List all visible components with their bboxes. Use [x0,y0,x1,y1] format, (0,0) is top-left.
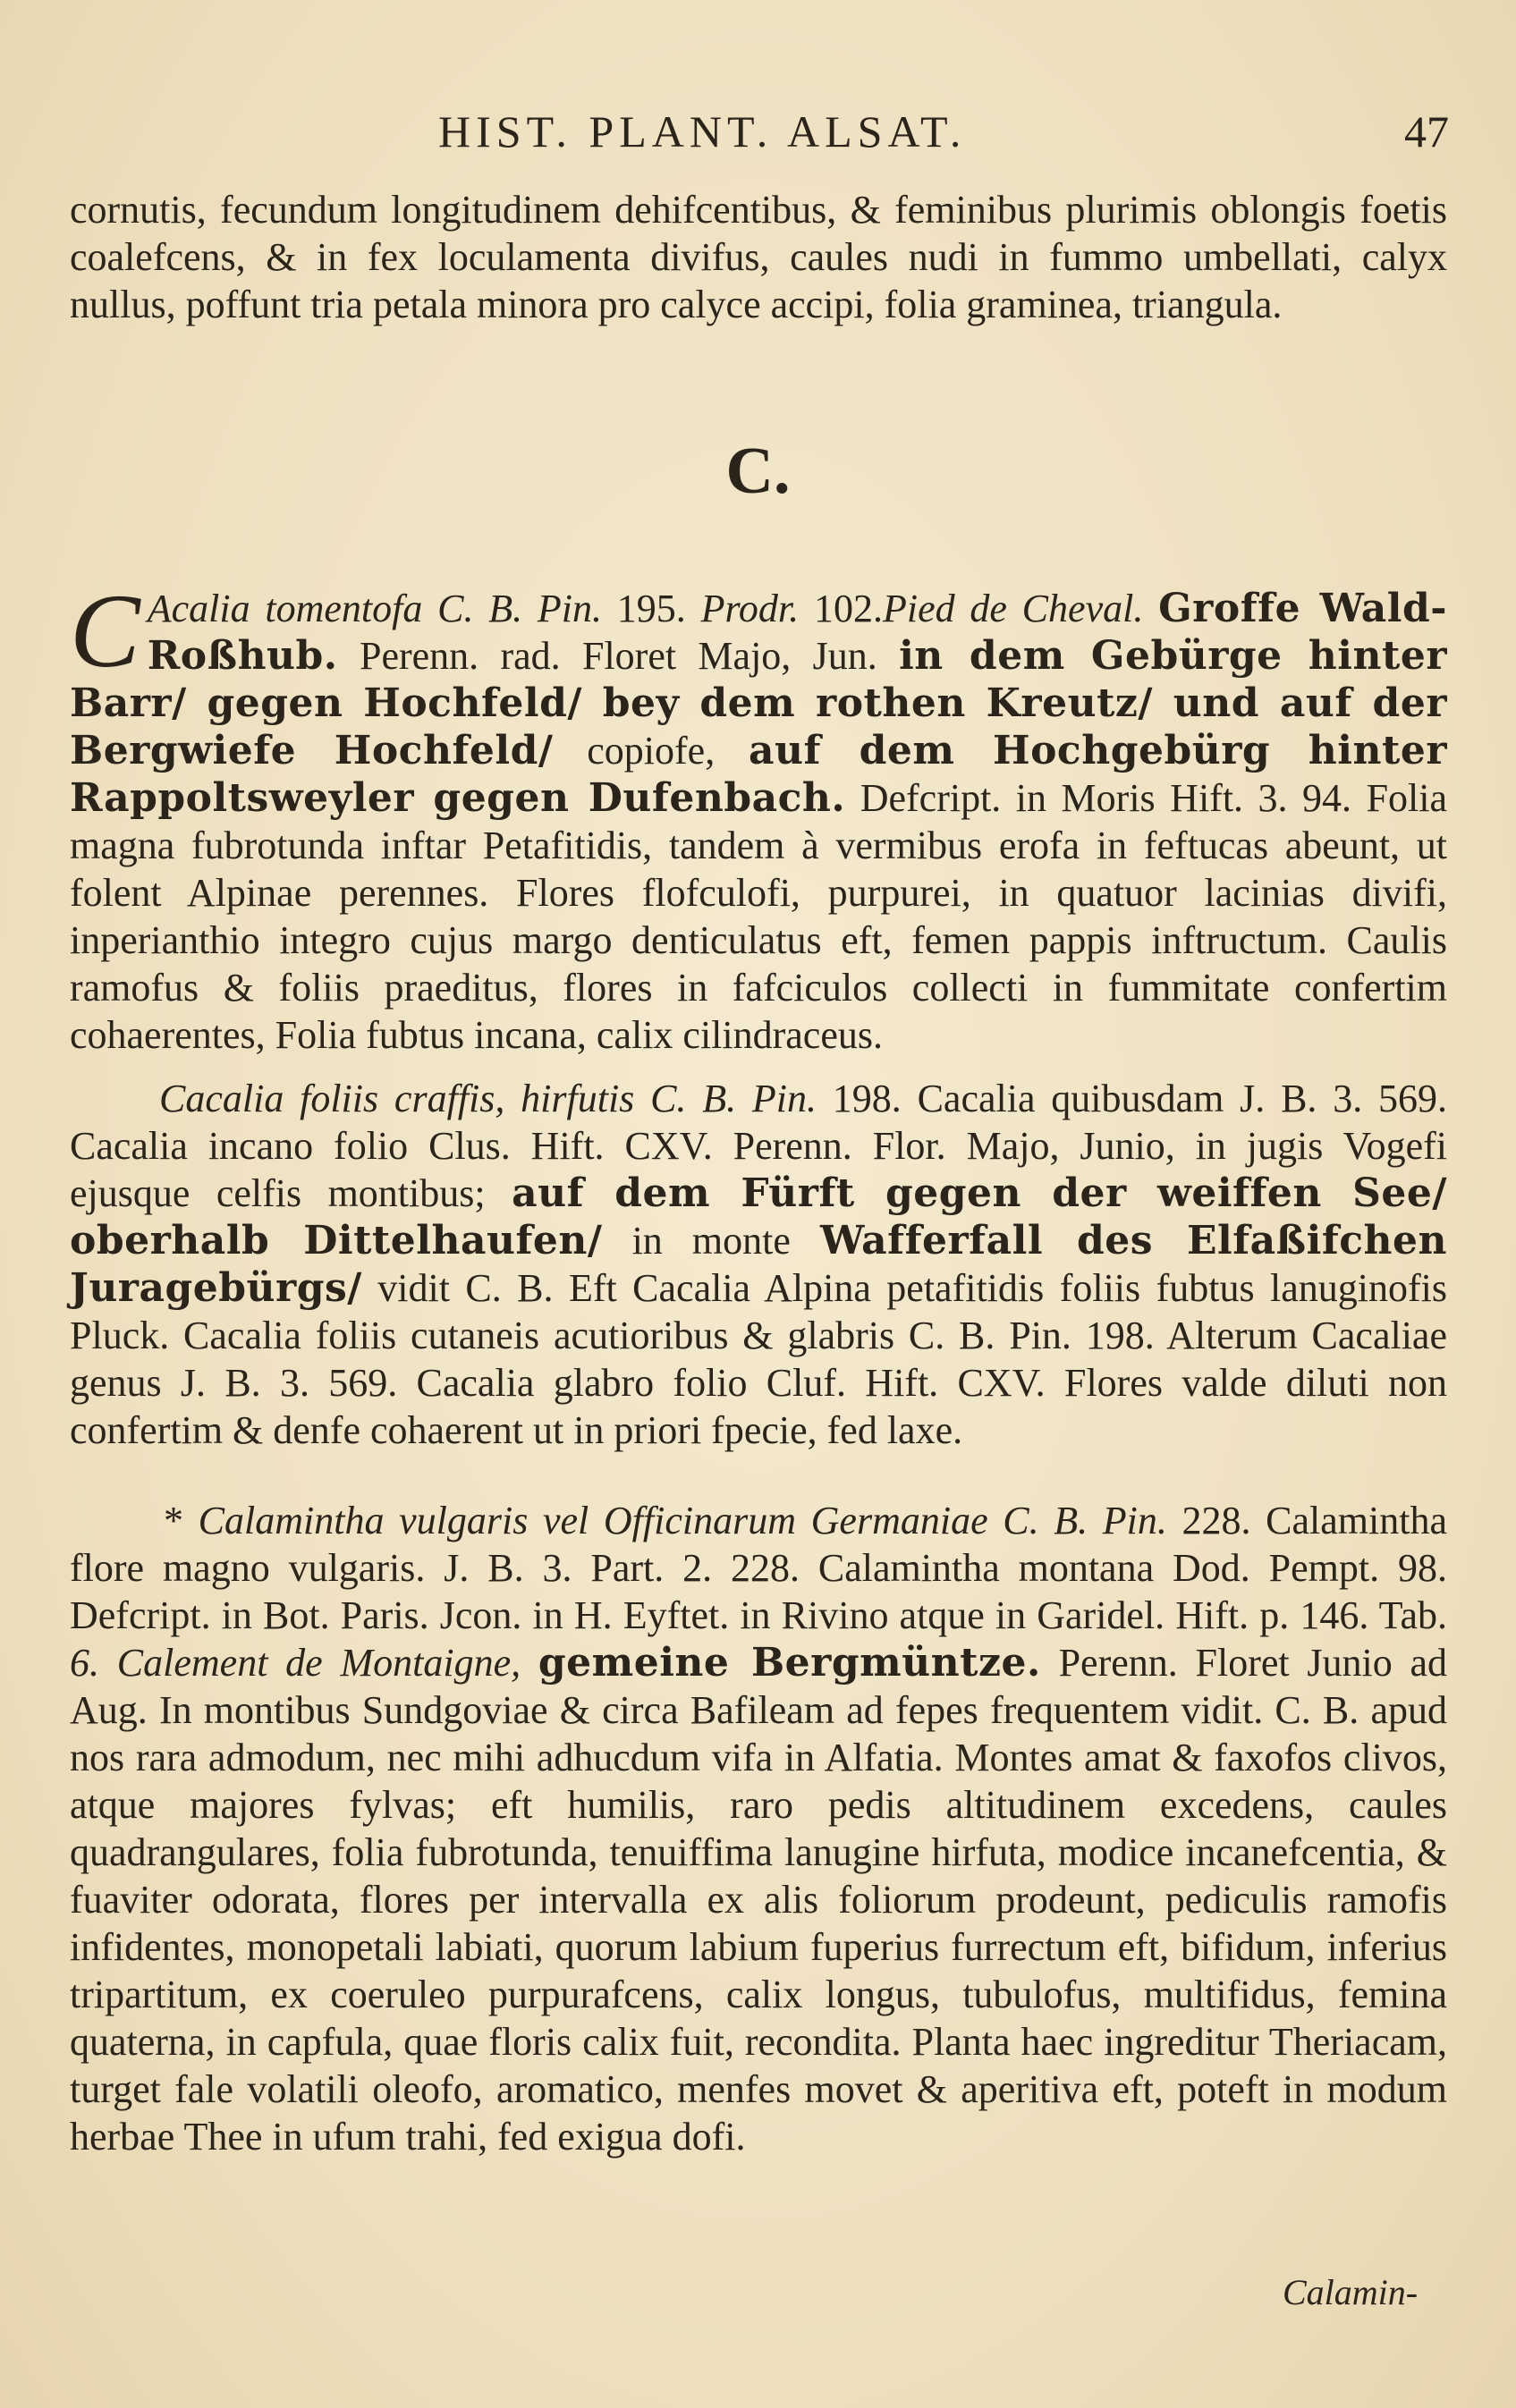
entry-text: in monte [631,1219,791,1263]
tab-number: 6. [70,1641,99,1685]
asterisk-mark: * [164,1499,183,1542]
german-name: gemeine Bergmüntze. [538,1640,1041,1686]
entry-text: vidit C. B. Eft Cacalia Alpina petafitidis foliis fubtus lanuginofis Pluck. Cacalia foliis cutaneis acutioribus & glabris C. B. Pin. 198. Alterum Cacaliae genus J. B. 3. 569. Cacalia glabro folio Cluf. Hift. CXV. Flores valde diluti non confertim & denfe cohaerent ut in priori fpecie, fed laxe. [70,1266,1448,1452]
intro-paragraph [70,186,1447,328]
german-locality: auf dem Hochgebürg hinter Rappoltsweyler gegen Dufenbach. [70,728,1448,821]
reference: 102. [813,587,883,630]
entry-cacalia-tomentosa [70,545,1447,1098]
entry-text: copiofe, [587,729,716,773]
french-name: Pied de Cheval. [882,587,1144,630]
species-name: Calamintha vulgaris vel Officinarum Germaniae C. B. Pin. [198,1499,1167,1542]
entry-cacalia-foliis-crassis [70,1035,1447,1493]
species-name: Cacalia foliis craffis, hirfutis C. B. Pin. [159,1077,817,1120]
species-name: Acalia tomentofa C. B. Pin. [147,587,602,630]
intro-text: cornutis, fecundum longitudinem dehifcentibus, & feminibus plurimis oblongis foetis coalefcens, & in fex loculamenta divifus, caules nudi in fummo umbellati, calyx nullus, poffunt tria petala minora pro calyce accipi, folia graminea, triangula. [70,188,1447,326]
entry-text: Defcript. in Moris Hift. 3. 94. Folia magna fubrotunda inftar Petafitidis, tandem à vermibus erofa in feftucas abeunt, ut folent Alpinae perennes. Flores flofculofi, purpurei, in quatuor lacinias divifi, inperianthio integro cujus margo denticulatus eft, femen pappis inftructum. Caulis ramofus & foliis praeditus, flores in fafciculos collecti in fummitate confertim cohaerentes, Folia fubtus incana, calix cilindraceus. [70,776,1448,1057]
running-head: HIST. PLANT. ALSAT. [438,106,967,156]
german-locality: in dem Gebürge hinter Barr/ gegen Hochfeld/ bey dem rothen Kreutz/ und auf der Bergwiefe Hochfeld/ [70,633,1447,773]
catchword: Calamin- [1283,2272,1419,2312]
drop-cap: C [70,572,140,689]
german-locality: Wafferfall des Elfaßifchen Juragebürgs/ [70,1218,1448,1311]
entry-text: 228. Calamintha flore magno vulgaris. J. B. 3. Part. 2. 228. Calamintha montana Dod. Pempt. 98. Defcript. in Bot. Paris. Jcon. in H. Eyftet. in Rivino atque in Garidel. Hift. p. 146. Tab. [70,1499,1448,1637]
page-number: 47 [1404,106,1449,156]
page-header [0,106,1516,168]
german-name: Groffe Wald-Roßhub. [147,586,1448,679]
entry-text: 198. Cacalia quibusdam J. B. 3. 569. Cacalia incano folio Clus. Hift. CXV. Perenn. Flor. Majo, Junio, in jugis Vogefi ejusque celfis montibus; [70,1077,1447,1215]
entry-calamintha [70,1457,1447,2200]
entry-text: Perenn. Floret Junio ad Aug. In montibus Sundgoviae & circa Bafileam ad fepes frequentem vidit. C. B. apud nos rara admodum, nec mihi adhucdum vifa in Alfatia. Montes amat & faxofos clivos, atque majores fylvas; eft humilis, raro pedis altitudinem excedens, caules quadrangulares, folia fubrotunda, tenuiffima lanugine hirfuta, modice incanefcentia, & fuaviter odorata, flores per intervalla ex alis foliorum prodeunt, pediculis ramofis infidentes, monopetali labiati, quorum labium fuperius furrectum eft, bifidum, inferius tripartitum, ex coeruleo purpurafcens, calix longus, tubulofus, multifidus, femina quaterna, in capfula, quae floris calix fuit, recondita. Planta haec ingreditur Theriacam, turget fale volatili oleofo, aromatico, menfes movet & aperitiva eft, poteft in modum herbae Thee in ufum trahi, fed exigua dofi. [70,1641,1448,2159]
section-heading: C. [725,435,791,508]
entry-text: Perenn. rad. Floret Majo, Jun. [359,634,877,678]
reference: 195. [616,587,686,630]
reference-abbrev: Prodr. [700,587,800,630]
german-locality: auf dem Fürft gegen der weiffen See/ oberhalb Dittelhaufen/ [70,1170,1447,1263]
french-name: Calement de Montaigne, [116,1641,521,1685]
